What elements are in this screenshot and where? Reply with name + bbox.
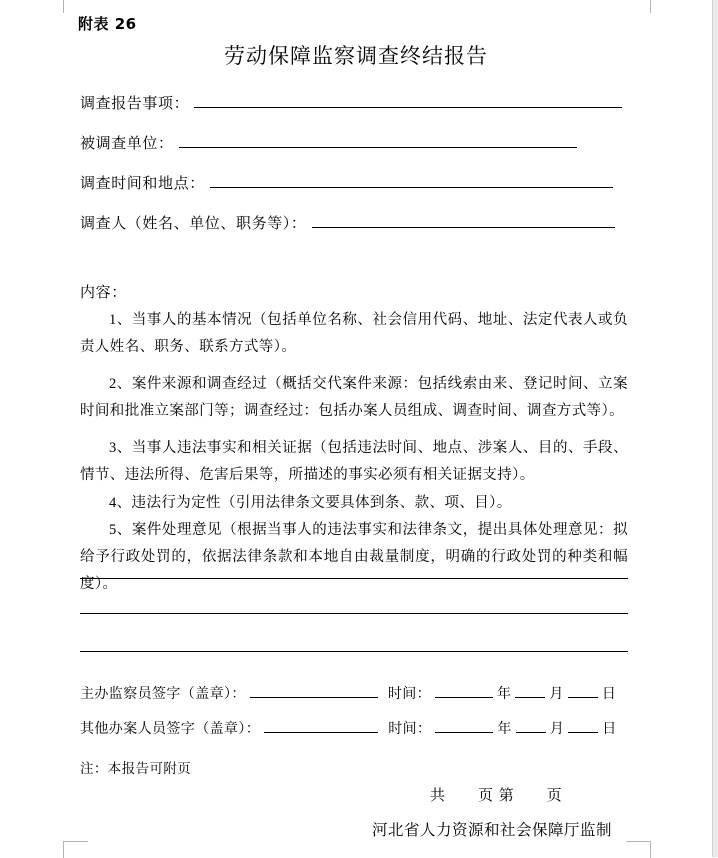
day-unit: 日 (601, 687, 617, 702)
time-label: 时间： (388, 722, 432, 737)
form-field-input[interactable] (179, 133, 577, 148)
month-unit: 月 (549, 722, 565, 737)
form-field-label: 调查报告事项： (80, 96, 190, 112)
signature-row-2 (80, 718, 617, 738)
footer-note: 注：本报告可附页 (80, 761, 192, 776)
day-input[interactable] (568, 684, 598, 698)
signature-label: 主办监察员签字（盖章）： (80, 687, 246, 702)
form-field-4 (80, 212, 615, 234)
content-heading: 内容： (80, 285, 127, 301)
month-unit: 月 (549, 687, 564, 702)
signature-input[interactable] (250, 684, 378, 698)
form-field-input[interactable] (312, 213, 615, 228)
form-field-input[interactable] (194, 93, 622, 108)
page-count-field: 共 页 第 页 (430, 788, 563, 804)
day-input[interactable] (568, 719, 598, 733)
content-item-1: 1、当事人的基本情况（包括单位名称、社会信用代码、地址、法定代表人或负责人姓名、职务、联系方式等）。 (80, 312, 628, 355)
form-field-2 (80, 132, 577, 154)
page-edge (712, 0, 718, 857)
month-input[interactable] (515, 684, 545, 698)
crop-mark-bottom-right (626, 841, 651, 858)
document-title: 劳动保障监察调查终结报告 (224, 44, 488, 68)
form-field-1 (80, 92, 622, 114)
month-input[interactable] (516, 719, 546, 733)
day-unit: 日 (602, 722, 617, 737)
blank-writing-line[interactable] (80, 578, 628, 579)
crop-mark-top-left (63, 0, 88, 13)
form-field-input[interactable] (210, 173, 613, 188)
form-field-label: 被调查单位： (80, 136, 174, 152)
blank-writing-line[interactable] (80, 651, 628, 652)
crop-mark-top-right (626, 0, 651, 13)
form-field-label: 调查时间和地点： (80, 176, 205, 192)
signature-input[interactable] (264, 719, 378, 733)
blank-writing-line[interactable] (80, 613, 628, 614)
crop-mark-bottom-left (63, 841, 88, 858)
content-item-2: 2、案件来源和调查经过（概括交代案件来源：包括线索由来、登记时间、立案时间和批准立案部门等；调查经过：包括办案人员组成、调查时间、调查方式等）。 (80, 376, 628, 419)
content-item-5: 5、案件处理意见（根据当事人的违法事实和法律条文，提出具体处理意见：拟给予行政处罚的，依据法律条款和本地自由裁量制度，明确的行政处罚的种类和幅度）。 (80, 522, 628, 592)
year-input[interactable] (435, 684, 493, 698)
time-label: 时间： (387, 687, 432, 702)
issuing-authority: 河北省人力资源和社会保障厅监制 (372, 821, 613, 839)
form-field-3 (80, 172, 613, 194)
year-unit: 年 (497, 687, 512, 702)
form-field-label: 调查人（姓名、单位、职务等）： (80, 216, 307, 232)
year-unit: 年 (497, 722, 512, 737)
signature-label: 其他办案人员签字（盖章）： (80, 722, 261, 737)
attachment-number: 附表 26 (78, 15, 137, 33)
signature-row-1 (80, 683, 616, 703)
content-item-3: 3、当事人违法事实和相关证据（包括违法时间、地点、涉案人、目的、手段、情节、违法所得、危害后果等，所描述的事实必须有相关证据支持）。 (80, 440, 628, 483)
content-item-4: 4、违法行为定性（引用法律条文要具体到条、款、项、目）。 (109, 495, 512, 511)
year-input[interactable] (435, 719, 493, 733)
